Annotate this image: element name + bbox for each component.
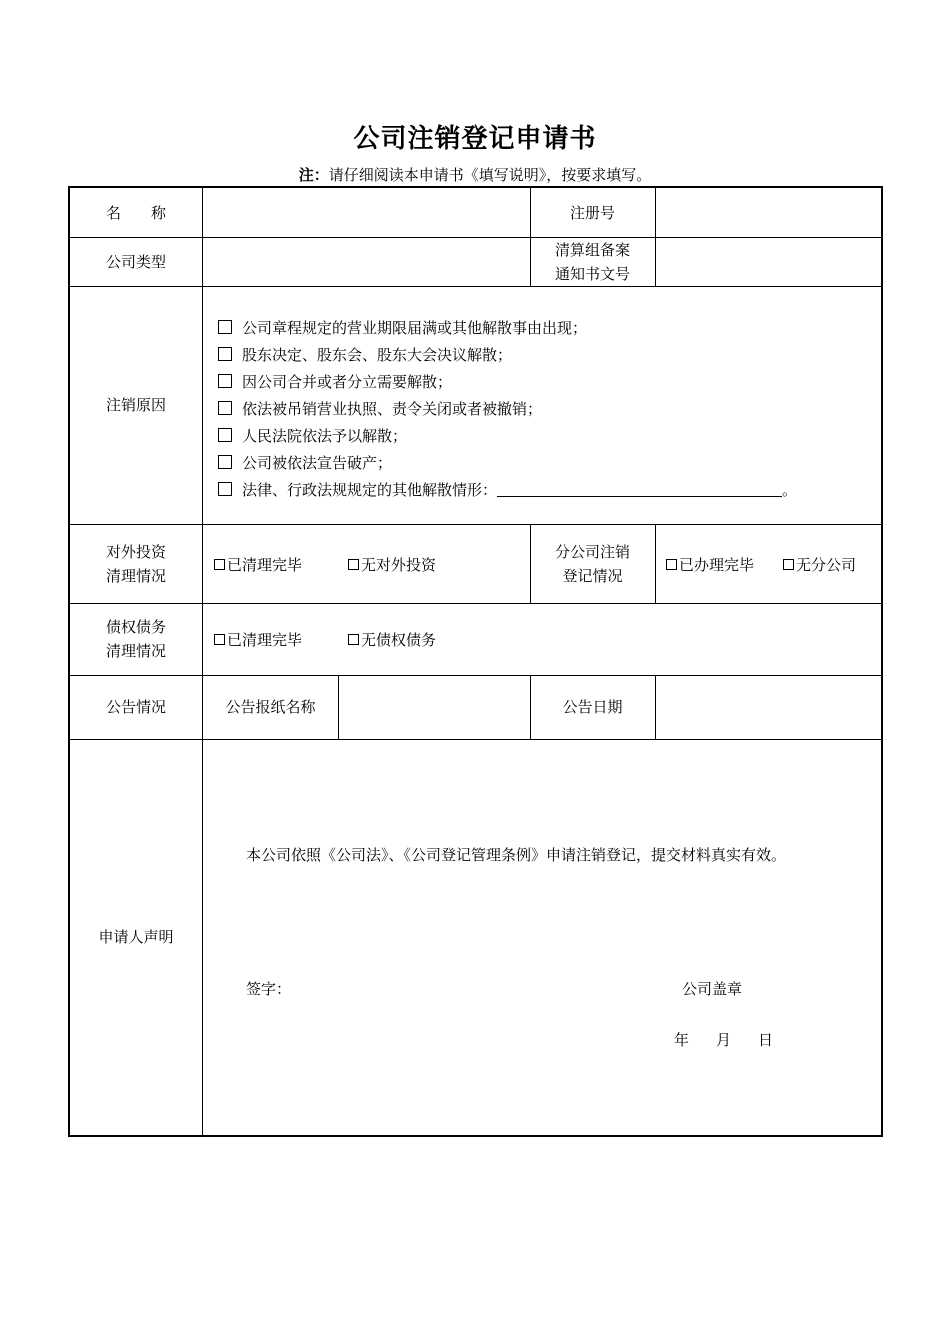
invest-label [70, 524, 202, 603]
list-item [218, 342, 797, 369]
branch-label [530, 524, 655, 603]
reason-checkbox[interactable] [218, 320, 232, 334]
checkbox[interactable] [214, 559, 225, 570]
invest-label-line-2: 清理情况 [105, 566, 166, 585]
date-year: 年 [674, 1031, 690, 1049]
list-item [218, 315, 797, 342]
notice-date-label: 公告日期 [562, 698, 623, 716]
reason-text: 股东决定、股东会、股东大会决议解散； [242, 346, 513, 364]
reason-checkbox[interactable] [218, 401, 232, 415]
option-text: 无对外投资 [361, 556, 437, 574]
reason-checkbox[interactable] [218, 455, 232, 469]
option-text: 已清理完毕 [227, 556, 303, 574]
option-text: 已办理完毕 [679, 556, 755, 574]
branch-option-none[interactable] [783, 554, 856, 575]
signature-label: 签字： [246, 980, 292, 998]
date-day: 日 [758, 1031, 774, 1049]
reason-end: 。 [782, 481, 798, 499]
invest-label-line-1: 对外投资 [105, 542, 166, 561]
checkbox[interactable] [214, 634, 225, 645]
liquidation-label-line-2: 通知书文号 [554, 264, 630, 283]
declaration-label: 申请人声明 [98, 928, 174, 946]
seal-label: 公司盖章 [682, 980, 743, 998]
list-item [218, 396, 797, 423]
deregistration-form [68, 186, 883, 1137]
reason-checkbox[interactable] [218, 482, 232, 496]
reg-no-label: 注册号 [569, 203, 615, 222]
liquidation-label-line-1: 清算组备案 [554, 240, 630, 259]
column-divider [202, 188, 203, 1135]
invest-option-cleared[interactable] [214, 554, 302, 575]
debt-label-line-2: 清理情况 [105, 642, 166, 660]
reason-list [218, 315, 797, 504]
debt-option-none[interactable] [348, 629, 436, 650]
reason-checkbox[interactable] [218, 347, 232, 361]
reason-label: 注销原因 [105, 396, 166, 414]
company-type-field[interactable] [203, 237, 530, 286]
reason-text: 公司被依法宣告破产； [242, 454, 393, 472]
name-field[interactable] [203, 188, 530, 237]
page-title: 公司注销登记申请书 [353, 124, 597, 154]
declaration-text: 本公司依照《公司法》、《公司登记管理条例》申请注销登记，提交材料真实有效。 [246, 846, 787, 864]
reason-text: 因公司合并或者分立需要解散； [242, 373, 453, 391]
option-text: 已清理完毕 [227, 631, 303, 649]
liquidation-notice-field[interactable] [656, 237, 881, 286]
list-item [218, 369, 797, 396]
checkbox[interactable] [348, 559, 359, 570]
newspaper-label: 公告报纸名称 [225, 698, 316, 716]
column-divider [655, 524, 656, 603]
company-type-label: 公司类型 [105, 252, 166, 271]
list-item [218, 477, 797, 504]
date-month: 月 [716, 1031, 732, 1049]
option-text: 无债权债务 [361, 631, 437, 649]
note-text: 请仔细阅读本申请书《填写说明》，按要求填写。 [328, 166, 652, 184]
notice-date-field[interactable] [656, 675, 881, 739]
other-reason-blank[interactable] [497, 482, 782, 497]
checkbox[interactable] [783, 559, 794, 570]
branch-option-done[interactable] [666, 554, 754, 575]
branch-label-line-1: 分公司注销 [554, 542, 630, 561]
checkbox[interactable] [348, 634, 359, 645]
option-text: 无分公司 [796, 556, 857, 574]
note-label: 注： [298, 166, 329, 184]
reason-text: 法律、行政法规规定的其他解散情形： [242, 481, 498, 499]
instruction-note [0, 164, 950, 185]
debt-label-line-1: 债权债务 [105, 618, 166, 636]
checkbox[interactable] [666, 559, 677, 570]
reason-checkbox[interactable] [218, 428, 232, 442]
name-label: 名 称 [105, 203, 166, 222]
reason-text: 人民法院依法予以解散； [242, 427, 408, 445]
debt-label [70, 603, 202, 675]
debt-option-cleared[interactable] [214, 629, 302, 650]
reason-text: 依法被吊销营业执照、责令关闭或者被撤销； [242, 400, 543, 418]
branch-label-line-2: 登记情况 [562, 566, 623, 585]
reason-text: 公司章程规定的营业期限届满或其他解散事由出现； [242, 319, 588, 337]
liquidation-notice-label [530, 237, 655, 286]
notice-label: 公告情况 [105, 698, 166, 716]
reason-checkbox[interactable] [218, 374, 232, 388]
list-item [218, 423, 797, 450]
reg-no-field[interactable] [656, 188, 881, 237]
list-item [218, 450, 797, 477]
newspaper-field[interactable] [339, 675, 530, 739]
invest-option-none[interactable] [348, 554, 436, 575]
